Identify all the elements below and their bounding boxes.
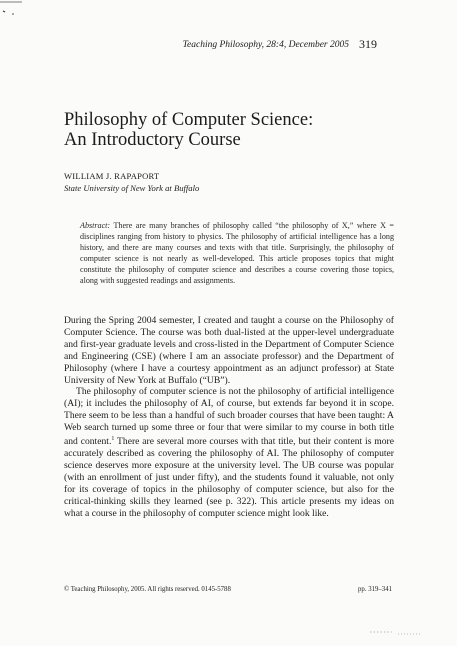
title-line-1: Philosophy of Computer Science:: [64, 110, 314, 130]
article-body: [64, 315, 394, 520]
author-affiliation: State University of New York at Buffalo: [64, 183, 200, 193]
copyright-notice: © Teaching Philosophy, 2005. All rights reserved. 0145-5788: [64, 586, 231, 593]
paragraph-2-part-a: The philosophy of computer science is not the philosophy of artificial intelligence (AI); it includes the philosophy of AI, of course, but extends far beyond it in scope. There seem to be less than a handful of such broader courses that have been taught: A Web search turned up some three or four that were similar to my course in both title and content.: [64, 386, 394, 448]
scan-artifact-mark: [0, 0, 40, 20]
abstract-label: Abstract:: [80, 221, 111, 230]
body-paragraph-1: During the Spring 2004 semester, I created and taught a course on the Philosophy of Computer Science. The course was both dual-listed at the upper-level undergraduate and first-year graduate levels and cross-listed in the Department of Computer Science and Engineering (CSE) (where I am an associate professor) and the Department of Philosophy (where I have a courtesy appointment as an adjunct professor) at State University of New York at Buffalo (“UB”).: [64, 315, 394, 386]
journal-citation: Teaching Philosophy, 28:4, December 2005: [182, 40, 349, 50]
abstract: [80, 220, 394, 286]
page-range: pp. 319–341: [358, 586, 392, 593]
article-title: [64, 110, 394, 150]
running-header: [183, 37, 377, 52]
abstract-text: There are many branches of philosophy called “the philosophy of X,” where X = disciplines ranging from history to physics. The philosophy of artificial intelligence has a long history, and there are many courses and texts with that title. Surprisingly, the philosophy of computer science is not nearly as well-developed. This article proposes topics that might constitute the philosophy of computer science and describes a course covering those topics, along with suggested readings and assignments.: [80, 221, 394, 285]
footnote-ref[interactable]: 1: [111, 436, 115, 443]
page-number: 319: [359, 37, 377, 51]
paragraph-2-part-b: There are several more courses with that title, but their content is more accurately described as covering the philosophy of AI. The philosophy of computer science deserves more exposure at the university level. The UB course was popular (with an enrollment of just under fifty), and the students found it valuable, not only for its coverage of topics in the philosophy of computer science, but also for the critical-thinking skills they learned (see p. 322). This article presents my ideas on what a course in the philosophy of computer science might look like.: [64, 436, 395, 519]
title-line-2: An Introductory Course: [64, 130, 241, 150]
scan-artifact-dots: [370, 628, 430, 638]
body-paragraph-2: [64, 386, 394, 519]
author-name: WILLIAM J. RAPAPORT: [64, 171, 160, 181]
